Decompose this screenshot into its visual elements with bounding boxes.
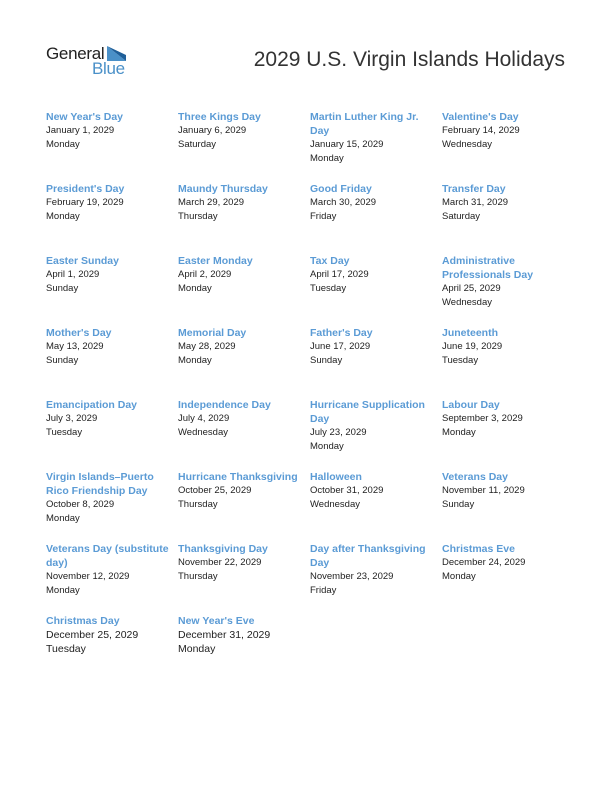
holiday-name: Christmas Eve [442,543,515,555]
holiday-item [442,180,574,252]
holiday-weekday: Sunday [46,355,79,366]
holiday-weekday: Monday [442,427,476,438]
holiday-name: Veterans Day [442,471,508,483]
holiday-weekday: Tuesday [46,427,83,438]
holiday-name: Memorial Day [178,327,247,339]
holiday-weekday: Monday [46,585,80,596]
holiday-weekday: Thursday [178,499,218,510]
holiday-date: December 31, 2029 [178,629,271,641]
generalblue-logo [46,44,136,80]
holiday-name: Hurricane Thanksgiving [178,471,298,483]
holiday-weekday: Monday [178,283,212,294]
holiday-item [442,252,574,324]
holiday-name: Day after Thanksgiving Day [310,543,426,569]
holiday-date: December 24, 2029 [442,557,526,568]
holiday-name: Juneteenth [442,327,499,339]
holiday-item [178,468,310,540]
holiday-date: November 12, 2029 [46,571,130,582]
holiday-date: December 25, 2029 [46,629,139,641]
holiday-item [310,324,442,396]
holiday-item [310,252,442,324]
holiday-item [310,540,442,612]
holiday-date: July 23, 2029 [310,427,367,438]
holiday-item [310,396,442,468]
holiday-name: Christmas Day [46,615,120,627]
holiday-item [178,396,310,468]
holiday-item [442,396,574,468]
holiday-name: Virgin Islands–Puerto Rico Friendship Day [46,471,154,497]
holiday-weekday: Tuesday [442,355,479,366]
holiday-weekday: Monday [442,571,476,582]
holiday-weekday: Sunday [310,355,343,366]
holiday-name: Easter Sunday [46,255,119,267]
holiday-date: April 17, 2029 [310,269,369,280]
holiday-name: Halloween [310,471,362,483]
holiday-weekday: Monday [46,211,80,222]
logo-word-general: General [46,44,105,63]
holiday-name: Three Kings Day [178,111,261,123]
holiday-date: September 3, 2029 [442,413,523,424]
holiday-date: July 3, 2029 [46,413,98,424]
holiday-weekday: Tuesday [46,643,86,655]
holiday-item [178,252,310,324]
holiday-grid [46,108,576,684]
holiday-date: November 22, 2029 [178,557,262,568]
holiday-weekday: Monday [46,513,80,524]
holiday-weekday: Friday [310,585,337,596]
holiday-date: January 1, 2029 [46,125,115,136]
holiday-date: June 19, 2029 [442,341,503,352]
holiday-weekday: Sunday [46,283,79,294]
holiday-name: Mother's Day [46,327,112,339]
holiday-item [178,540,310,612]
holiday-item [310,108,442,180]
page-title: 2029 U.S. Virgin Islands Holidays [253,48,565,71]
holiday-name: Good Friday [310,183,372,195]
holiday-name: New Year's Eve [178,615,255,627]
holiday-name: President's Day [46,183,125,195]
holiday-date: March 30, 2029 [310,197,377,208]
holiday-weekday: Wednesday [442,297,492,308]
holiday-item [46,108,178,180]
holiday-weekday: Thursday [178,571,218,582]
holiday-item [442,540,574,612]
holiday-name: Emancipation Day [46,399,138,411]
holiday-item [442,324,574,396]
holiday-date: March 29, 2029 [178,197,245,208]
holiday-item [310,180,442,252]
holiday-date: May 13, 2029 [46,341,104,352]
holiday-item [310,468,442,540]
holiday-name: Independence Day [178,399,271,411]
holiday-weekday: Sunday [442,499,475,510]
holiday-item [46,252,178,324]
holiday-weekday: Monday [46,139,80,150]
holiday-weekday: Saturday [178,139,217,150]
holiday-date: October 25, 2029 [178,485,252,496]
holiday-item [46,180,178,252]
holiday-name: Transfer Day [442,183,506,195]
holiday-date: May 28, 2029 [178,341,236,352]
holiday-item [46,468,178,540]
holiday-date: July 4, 2029 [178,413,230,424]
holiday-name: Easter Monday [178,255,253,267]
holiday-weekday: Wednesday [310,499,360,510]
holiday-date: January 6, 2029 [178,125,247,136]
holiday-name: Father's Day [310,327,373,339]
holiday-name: Hurricane Supplication Day [310,399,425,425]
holiday-name: New Year's Day [46,111,124,123]
holiday-date: February 19, 2029 [46,197,124,208]
holiday-weekday: Thursday [178,211,218,222]
holiday-weekday: Wednesday [442,139,492,150]
holiday-weekday: Wednesday [178,427,228,438]
holiday-weekday: Monday [178,355,212,366]
holiday-weekday: Saturday [442,211,481,222]
holiday-weekday: Monday [310,153,344,164]
holiday-item [46,324,178,396]
holiday-name: Martin Luther King Jr. Day [310,111,419,137]
holiday-item [442,108,574,180]
holiday-name: Thanksgiving Day [178,543,268,555]
holiday-item [46,396,178,468]
holiday-name: Labour Day [442,399,500,411]
holiday-date: November 23, 2029 [310,571,394,582]
holiday-weekday: Tuesday [310,283,347,294]
holiday-date: February 14, 2029 [442,125,520,136]
holiday-date: January 15, 2029 [310,139,384,150]
holiday-item [46,612,178,684]
holiday-name: Veterans Day (substitute day) [46,543,169,569]
holiday-name: Tax Day [310,255,350,267]
logo-word-blue: Blue [92,59,125,78]
holiday-item [178,180,310,252]
holiday-date: October 8, 2029 [46,499,115,510]
holiday-date: April 1, 2029 [46,269,100,280]
holiday-date: November 11, 2029 [442,485,525,496]
holiday-date: October 31, 2029 [310,485,384,496]
holiday-item [178,108,310,180]
holiday-name: Maundy Thursday [178,183,268,195]
holiday-weekday: Friday [310,211,337,222]
holiday-item [442,468,574,540]
holiday-name: Administrative Professionals Day [442,255,534,281]
holiday-weekday: Monday [310,441,344,452]
holiday-item [46,540,178,612]
holiday-weekday: Monday [178,643,216,655]
holiday-date: April 2, 2029 [178,269,232,280]
holiday-date: June 17, 2029 [310,341,371,352]
holiday-date: March 31, 2029 [442,197,509,208]
holiday-item [178,612,310,684]
holiday-name: Valentine's Day [442,111,519,123]
holiday-date: April 25, 2029 [442,283,501,294]
holiday-item [178,324,310,396]
